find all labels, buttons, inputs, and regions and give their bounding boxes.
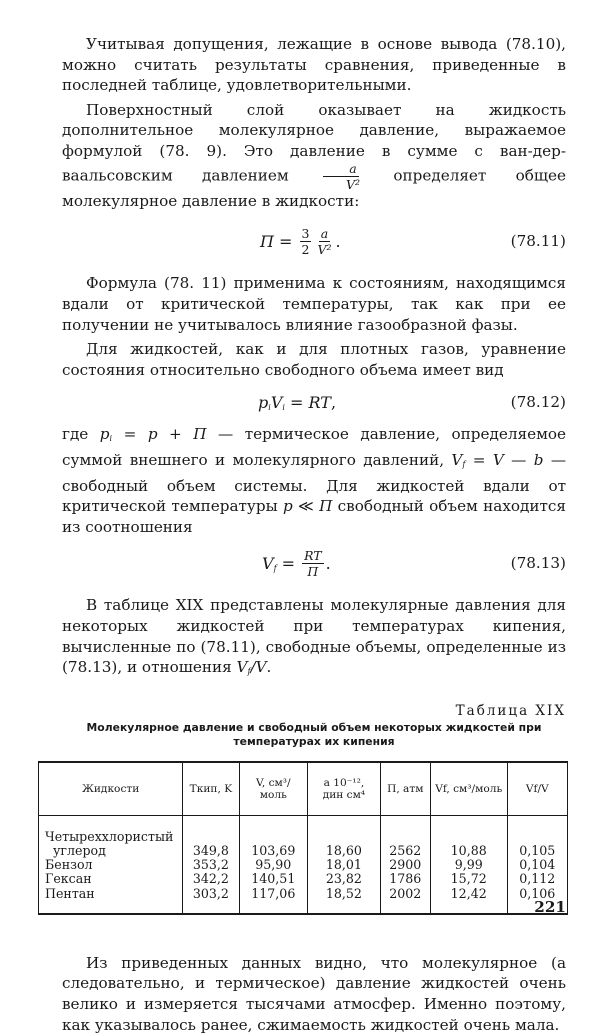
cell-liquid: Четыреххлористый <box>39 815 183 844</box>
cell-liquid-continued: углерод <box>39 844 183 858</box>
equation-78-11-formula: П = $\frac{3}{2}$ $\frac{a}{\text{V²}}$ . <box>260 225 341 257</box>
equation-78-12 <box>62 382 566 422</box>
paragraph-6: В таблице XIX представлены молекулярные давления для некоторых жидкостей при температурах кипения, вычисленные по (78.11), свободные объемы, определенные из (78.13), и отношения $V_f/V$. <box>62 596 566 677</box>
paragraph-5-text-b: — свободный объем системы. Для жидкостей вдали от критической температуры <box>62 450 567 516</box>
cell-a: 18,60 <box>308 844 381 858</box>
cell-volume: 95,90 <box>239 858 308 872</box>
cell-temperature: 303,2 <box>183 887 239 914</box>
cell-free-volume: 9,99 <box>430 858 507 872</box>
table-header-row <box>39 762 568 816</box>
paragraph-5-text-a: — термическое давление, определяемое суммой внешнего и молекулярного давлений, <box>62 425 567 469</box>
cell-ratio: 0,106 <box>507 887 567 914</box>
cell-liquid: Гексан <box>39 872 183 886</box>
cell-ratio: 0,104 <box>507 858 567 872</box>
column-header-liquid: Жидкости <box>39 762 183 816</box>
fraction-a-over-v2: $\frac{a}{\text{V²}}$ <box>320 162 362 191</box>
cell-liquid: Пентан <box>39 887 183 914</box>
cell-pressure: 2900 <box>380 858 430 872</box>
table-row <box>39 872 568 886</box>
paragraph-3: Формула (78. 11) применима к состояниям, находящимся вдали от критической температуры, так как при ее получении не учитывалось влияние газообразной фазы. <box>62 274 566 334</box>
paragraph-1: Учитывая допущения, лежащие в основе вывода (78.10), можно считать результаты сравнения, приведенные в последней таблице, удовлетворительными. <box>62 35 566 95</box>
paragraph-5-text-c: свободный объем находится из соотношения <box>62 497 566 536</box>
cell-free-volume: 10,88 <box>430 844 507 858</box>
column-header-temperature: Tкип, K <box>183 762 239 816</box>
cell-a: 23,82 <box>308 872 381 886</box>
paragraph-2 <box>62 100 566 212</box>
data-table <box>38 761 568 915</box>
equation-78-13-formula: $V_f$ = $\frac{RT}{П}$ . <box>262 547 331 579</box>
table-row <box>39 887 568 914</box>
equation-78-13-label: (78.13) <box>510 554 566 573</box>
equation-78-13 <box>62 543 566 583</box>
cell-free-volume: 15,72 <box>430 872 507 886</box>
column-header-ratio: Vf/V <box>507 762 567 816</box>
cell-pressure: 1786 <box>380 872 430 886</box>
cell-temperature: 349,8 <box>183 844 239 858</box>
column-header-pressure: П, атм <box>380 762 430 816</box>
cell-volume: 103,69 <box>239 844 308 858</box>
paragraph-4: Для жидкостей, как и для плотных газов, уравнение состояния относительно свободного объема имеет вид <box>62 340 566 379</box>
column-header-free-volume: Vf, см³/моль <box>430 762 507 816</box>
equation-78-11 <box>62 221 566 261</box>
cell-pressure: 2562 <box>380 844 430 858</box>
paragraph-5-lead: где <box>62 425 89 444</box>
table-row <box>39 844 568 858</box>
column-header-a: a 10⁻¹², дин см⁴ <box>308 762 381 816</box>
table-title: Молекулярное давление и свободный объем некоторых жидкостей при температурах их кипения <box>86 720 542 748</box>
column-header-volume: V, см³/моль <box>239 762 308 816</box>
equation-78-11-label: (78.11) <box>510 232 566 251</box>
cell-pressure: 2002 <box>380 887 430 914</box>
table-row <box>39 858 568 872</box>
cell-temperature: 353,2 <box>183 858 239 872</box>
paragraph-2-text: Поверхностный слой оказывает на жидкость дополнительное молекулярное давление, выражаемое формулой (78. 9). Это давление в сумме с ван-дер-ваальсовским давлением <box>62 100 566 185</box>
cell-ratio: 0,105 <box>507 844 567 858</box>
table-label: Таблица XIX <box>455 702 566 719</box>
cell-ratio: 0,112 <box>507 872 567 886</box>
paragraph-2-end: определяет общее молекулярное давление в жидкости: <box>62 166 567 210</box>
table-row <box>39 815 568 844</box>
paragraph-5: где $p_i = p + П$ — термическое давление, определяемое суммой внешнего и молекулярного давлений, $V_f = V$ — b — свободный объем системы. Для жидкостей вдали от критической температуры p ≪ П свободный объем находится из соотношения <box>62 425 567 536</box>
cell-temperature: 342,2 <box>183 872 239 886</box>
paragraph-6-text: В таблице XIX представлены молекулярные давления для некоторых жидкостей при температурах кипения, вычисленные по (78.11), свободные объемы, определенные из (78.13), и отношения <box>62 596 566 677</box>
cell-volume: 140,51 <box>239 872 308 886</box>
cell-a: 18,01 <box>308 858 381 872</box>
equation-78-12-label: (78.12) <box>510 393 566 412</box>
page-body <box>45 34 567 1035</box>
cell-volume: 117,06 <box>239 887 308 914</box>
cell-a: 18,52 <box>308 887 381 914</box>
cell-liquid: Бензол <box>39 858 183 872</box>
cell-free-volume: 12,42 <box>430 887 507 914</box>
equation-78-12-formula: $p_iV_i$ = RT , <box>258 392 337 412</box>
paragraph-7: Из приведенных данных видно, что молекулярное (а следовательно, и термическое) давление жидкостей очень велико и измеряется тысячами атмосфер. Именно поэтому, как указывалось ранее, сжимаемость жидкостей очень мала. <box>62 953 566 1034</box>
page-number: 221 <box>534 898 566 916</box>
